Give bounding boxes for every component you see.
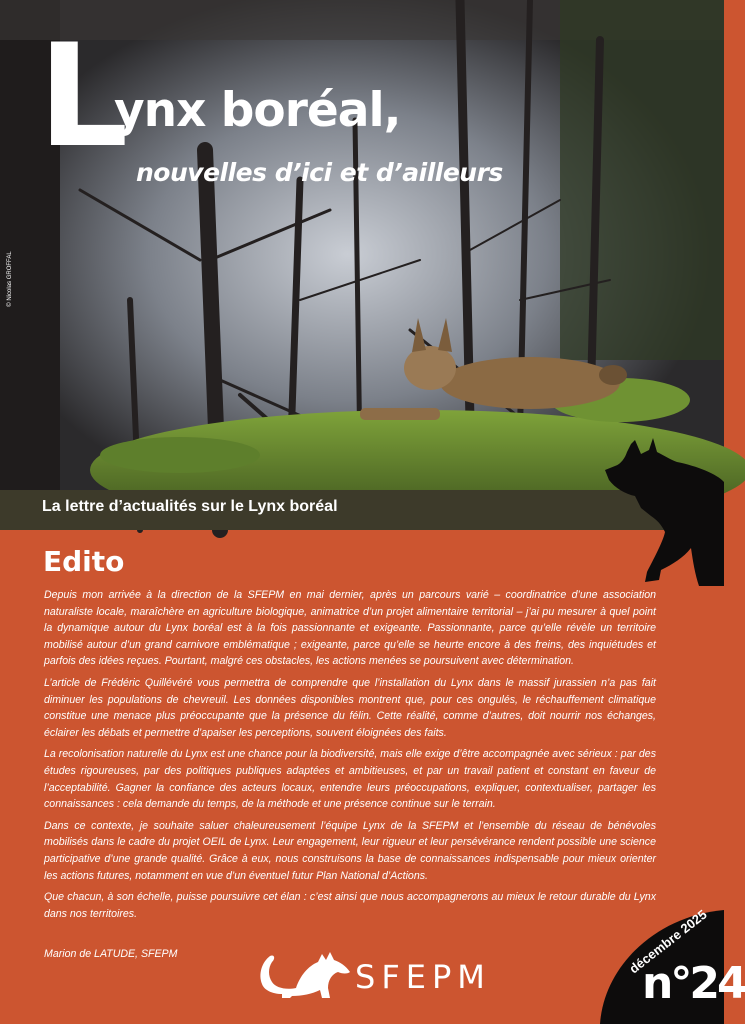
issue-number: n°24 <box>642 958 745 1009</box>
edito-paragraph: Depuis mon arrivée à la direction de la SFEPM en mai dernier, après un parcours varié – coordinatrice d’une association naturaliste locale, maraîchère en agriculture biologique, animatrice d’un projet alimentaire territorial – j’ai pu mesurer à quel point la dynamique autour du Lynx boréal est à la fois passionnante et exigeante. Passionnante, parce qu’elle révèle un territoire mobilisé autour d’un grand carnivore emblématique ; exigeante, parce qu’elle se heurte encore à des freins, des inquiétudes et parfois des idées reçues. Pourtant, malgré ces obstacles, les actions menées se poursuivent avec détermination. <box>44 589 656 668</box>
issue-badge <box>600 906 745 1024</box>
edito-body <box>44 587 656 927</box>
edito-paragraph: L’article de Frédéric Quillévéré vous permettra de comprendre que l’installation du Lynx dans le massif jurassien n’a pas fait diminuer les populations de chevreuil. Les données disponibles montrent que, pour ces ongulés, le réchauffement climatique constitue une menace plus préoccupante que la présence du félin. Cette réalité, comme d’autres, doit nourrir nos échanges, éclairer les débats et permettre d’apaiser les perceptions, souvent éloignées des faits. <box>44 676 656 739</box>
mustelid-logo-icon <box>256 944 356 1000</box>
sfepm-logo <box>256 944 491 1000</box>
edito-paragraph: La recolonisation naturelle du Lynx est une chance pour la biodiversité, mais elle exige d’être accompagnée avec sérieux : par des études rigoureuses, par des politiques publiques adaptées et ambitieuses, et par un travail patient et constant en faveur de l’acceptabilité. Gagner la confiance des acteurs locaux, entendre leurs préoccupations, expliquer, contextualiser, partager les connaissances : cela demande du temps, de la méthode et une présence continue sur le terrain. <box>44 748 656 811</box>
issue-date: décembre 2025 <box>626 906 710 977</box>
signature: Marion de LATUDE, SFEPM <box>44 948 178 960</box>
edito-paragraph: Dans ce contexte, je souhaite saluer chaleureusement l’équipe Lynx de la SFEPM et l’ensemble du réseau de bénévoles mobilisés dans le cadre du projet OEIL de Lynx. Leur engagement, leur rigueur et leur persévérance rendent possible une science participative d’une grande qualité. Grâce à eux, nous construisons la base de connaissances indispensable pour mieux orienter les actions futures, notamment en vue d’un éventuel futur Plan National d’Actions. <box>44 819 656 882</box>
edito-paragraph: Que chacun, à son échelle, puisse poursuivre cet élan : c’est ainsi que nous accompagnerons au mieux le retour durable du Lynx dans nos territoires. <box>44 891 656 920</box>
title: ynx boréal, <box>114 83 401 138</box>
tagline: La lettre d’actualités sur le Lynx boréal <box>42 498 338 515</box>
logo-text: SFEPM <box>355 958 491 996</box>
subtitle: nouvelles d’ici et d’ailleurs <box>136 158 503 187</box>
edito-heading: Edito <box>43 545 125 578</box>
photo-credit: © Nicolas GROFFAL <box>7 251 13 307</box>
title-initial: L <box>38 14 125 179</box>
lynx-silhouette-icon <box>605 436 724 586</box>
